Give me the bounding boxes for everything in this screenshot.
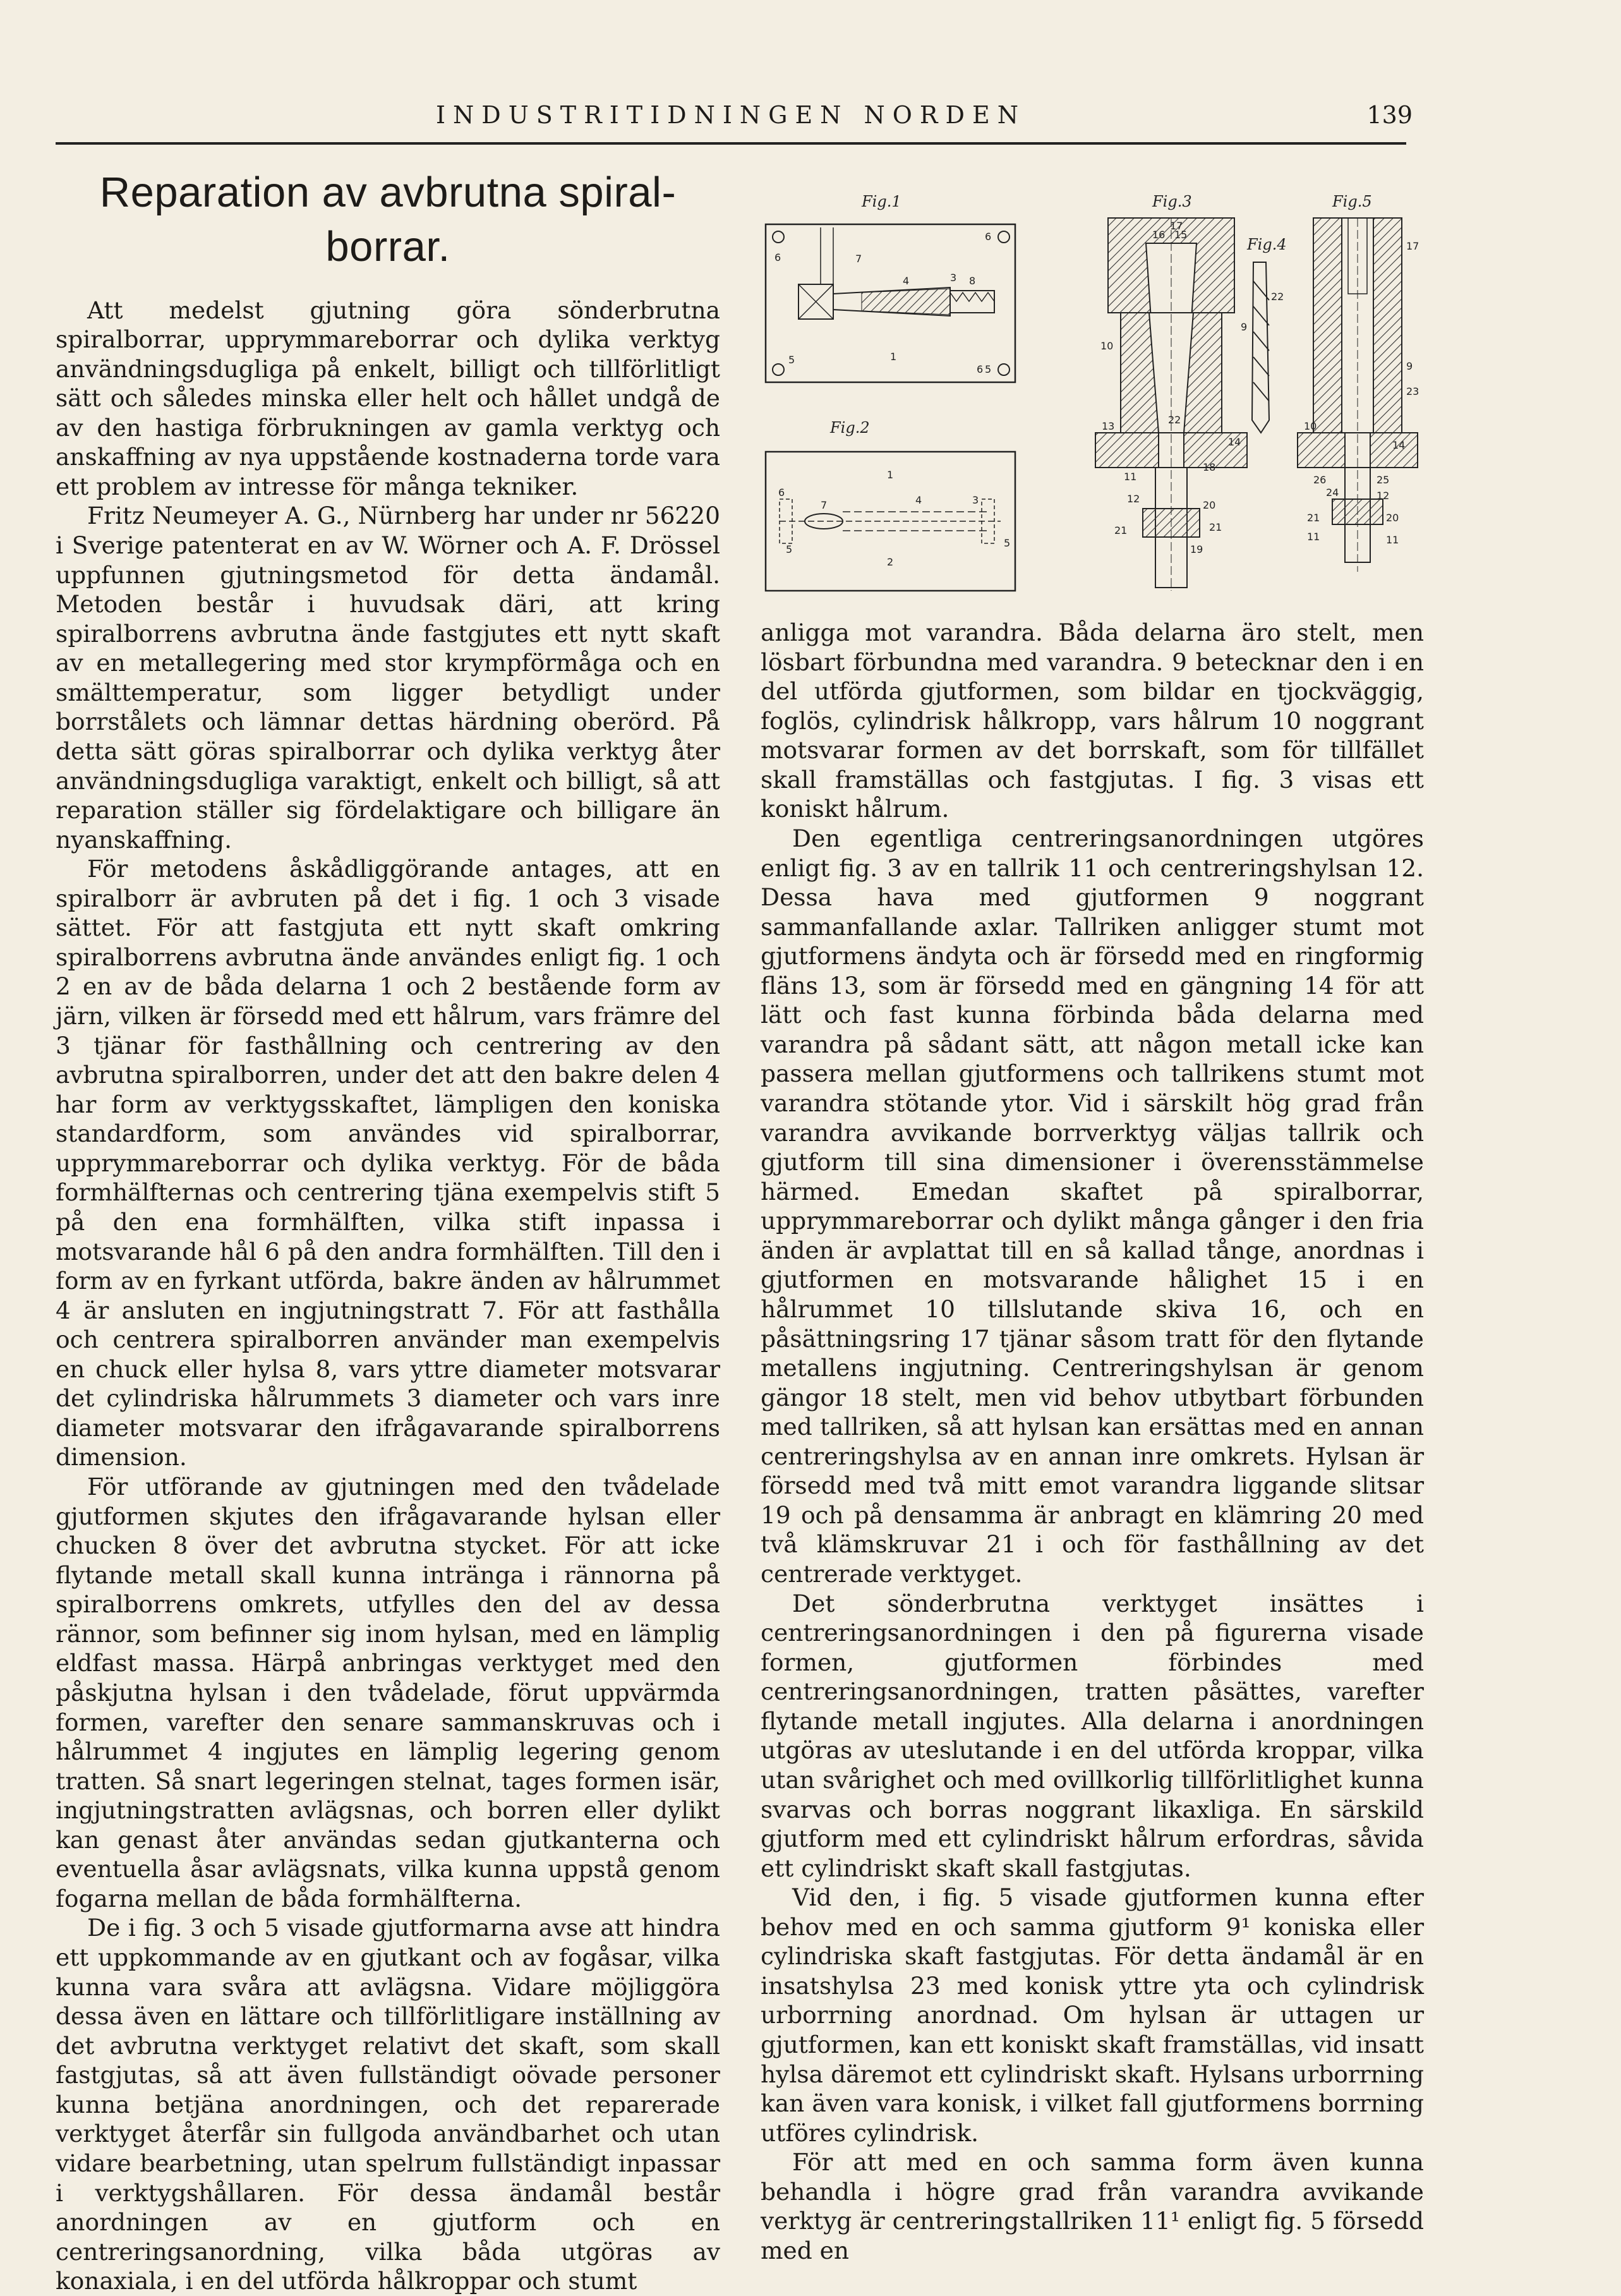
svg-text:10: 10 bbox=[1100, 340, 1114, 352]
svg-text:10: 10 bbox=[1304, 420, 1317, 432]
fig2-label: Fig.2 bbox=[830, 419, 870, 437]
svg-text:12: 12 bbox=[1127, 493, 1140, 505]
svg-text:22: 22 bbox=[1271, 291, 1284, 303]
paragraph: Vid den, i fig. 5 visade gjutformen kunna efter behov med en och samma gjutform 9¹ koniska eller cylindriska skaft fastgjutas. För detta ändamål är en insatshylsa 23 med konisk yttre yta och cylindrisk urborrning anordnad. Om hylsan är uttagen ur gjutformen, kan ett koniskt skaft framställas, vid insatt hylsa däremot ett cylindriskt skaft. Hylsans urborrning kan även vara konisk, i vilket fall gjutformens borrning utföres cylindrisk. bbox=[761, 1883, 1424, 2147]
svg-text:5: 5 bbox=[786, 543, 793, 555]
paragraph: anligga mot varandra. Båda delarna äro stelt, men lösbart förbundna med varandra. 9 betecknar den i en del utförda gjutformen, som bildar en tjockväggig, foglös, cylindrisk hålkropp, vars hålrum 10 noggrant motsvarar formen av det borrskaft, som för tillfället skall framställas och fastgjutas. I fig. 3 visas ett koniskt hålrum. bbox=[761, 619, 1424, 823]
svg-text:16: 16 bbox=[1152, 229, 1166, 241]
svg-text:20: 20 bbox=[1386, 512, 1399, 524]
fig4-label: Fig.4 bbox=[1247, 236, 1287, 253]
svg-text:21: 21 bbox=[1209, 521, 1222, 533]
svg-text:4: 4 bbox=[903, 275, 910, 287]
svg-text:18: 18 bbox=[1203, 461, 1216, 473]
svg-text:22: 22 bbox=[1168, 414, 1181, 426]
figure-1 bbox=[766, 193, 1015, 382]
svg-text:20: 20 bbox=[1203, 499, 1216, 511]
svg-text:11: 11 bbox=[1386, 534, 1399, 546]
svg-text:6: 6 bbox=[977, 363, 984, 375]
fig5-label: Fig.5 bbox=[1332, 193, 1372, 210]
svg-text:23: 23 bbox=[1406, 385, 1419, 397]
fig3-label: Fig.3 bbox=[1152, 193, 1192, 210]
figure-4 bbox=[1246, 236, 1287, 433]
paragraph: Det sönderbrutna verktyget insättes i centreringsanordningen i den på figurerna visade formen, gjutformen förbindes med centreringsanordningen, tratten påsättes, varefter flytande metall ingjutes. Alla delarna i anordningen utgöras av uteslutande i en del utförda kroppar, vilka utan svårighet och med ovillkorlig tillförlitlighet kunna svarvas och borras noggrant likaxliga. En särskild gjutform med ett cylindriskt hålrum erfordras, såvida ett cylindriskt skaft skall fastgjutas. bbox=[761, 1589, 1424, 1882]
svg-text:9: 9 bbox=[1241, 321, 1248, 333]
svg-text:5: 5 bbox=[1004, 537, 1011, 549]
svg-text:14: 14 bbox=[1392, 439, 1406, 451]
figure-3 bbox=[1095, 193, 1247, 591]
right-column bbox=[761, 618, 1424, 2266]
svg-text:7: 7 bbox=[855, 253, 862, 265]
svg-text:17: 17 bbox=[1170, 220, 1183, 232]
svg-text:12: 12 bbox=[1377, 490, 1390, 502]
paragraph: Att medelst gjutning göra sönderbrutna spiralborrar, upprymmareborrar och dylika verktyg användningsdugliga på enkelt, billigt och tillförlitligt sätt och således minska eller helt och hållet undgå de av den hastiga förbrukningen av gamla verktyg och anskaffning av nya uppstående kostnaderna torde vara ett problem av intresse för många tekniker. bbox=[56, 296, 720, 500]
svg-text:2: 2 bbox=[887, 556, 894, 568]
figures-drawing bbox=[761, 180, 1425, 597]
svg-text:1: 1 bbox=[890, 351, 897, 363]
svg-text:15: 15 bbox=[1174, 229, 1188, 241]
figure-2 bbox=[766, 419, 1015, 591]
left-column bbox=[56, 166, 720, 2296]
paragraph: Fritz Neumeyer A. G., Nürnberg har under nr 56220 i Sverige patenterat en av W. Wörner och A. F. Drössel uppfunnen gjutningsmetod för detta ändamål. Metoden består i huvudsak däri, att kring spiralborrens avbrutna ände fastgjutes ett nytt skaft av en metallegering med stor krympförmåga och en smälttemperatur, som ligger betydligt under borrstålets och lämnar dettas härdning oberörd. På detta sätt göras spiralborrar och dylika verktyg åter användningsdugliga varaktigt, enkelt och billigt, så att reparation ställer sig fördelaktigare och billigare än nyanskaffning. bbox=[56, 502, 720, 854]
svg-text:5: 5 bbox=[788, 354, 795, 366]
svg-text:4: 4 bbox=[915, 494, 922, 506]
svg-text:1: 1 bbox=[887, 469, 894, 481]
svg-text:11: 11 bbox=[1124, 471, 1137, 483]
svg-text:13: 13 bbox=[1102, 420, 1115, 432]
svg-text:7: 7 bbox=[821, 499, 828, 511]
paragraph: För metodens åskådliggörande antages, att en spiralborr är avbruten på det i fig. 1 och 3 visade sättet. För att fastgjuta ett nytt skaft omkring spiralborrens avbrutna ände användes enligt fig. 1 och 2 en av de båda delarna 1 och 2 bestående form av järn, vilken är försedd med ett hålrum, vars främre del 3 tjänar för fasthållning och centrering av den avbrutna spiralborren, under det att den bakre delen 4 har form av verktygsskaftet, lämpligen den koniska standardform, som användes vid spiralborrar, upprymmareborrar och dylika verktyg. För de båda formhälfternas och centrering tjäna exempelvis stift 5 på den ena formhälften, vilka stift inpassa i motsvarande hål 6 på den andra formhälften. Till den i form av en fyrkant utförda, bakre änden av hålrummet 4 är ansluten en ingjutningstratt 7. För att fasthålla och centrera spiralborren använder man exempelvis en chuck eller hylsa 8, vars yttre diameter motsvarar det cylindriska hålrummets 3 diameter och vars inre diameter motsvarar den ifrågavarande spiralborrens dimension. bbox=[56, 855, 720, 1471]
technical-figures bbox=[761, 180, 1425, 597]
paragraph: Den egentliga centreringsanordningen utgöres enligt fig. 3 av en tallrik 11 och centreringshylsan 12. Dessa hava med gjutformen 9 noggrant sammanfallande axlar. Tallriken anligger stumt mot gjutformens ändyta och är försedd med en ringformig fläns 13, som är försedd med en gängning 14 för att lätt och fast kunna förbinda båda delarna med varandra på sådant sätt, att någon metall icke kan passera mellan gjutformens och tallrikens stumt mot varandra stötande ytor. Vid i särskilt hög grad från varandra avvikande borrverktyg väljas tallrik och gjutform till sina dimensioner i överensstämmelse härmed. Emedan skaftet på spiralborrar, upprymmareborrar och dylikt många gånger i den fria änden är avplattat till en så kallad tånge, anordnas i gjutformen en motsvarande hålighet 15 i en hålrummet 10 tillslutande skiva 16, och en påsättningsring 17 tjänar såsom tratt för den flytande metallens ingjutning. Centreringshylsan är genom gängor 18 stelt, men vid behov utbytbart förbunden med tallriken, så att hylsan kan ersättas med en annan centreringshylsa av en annan inre omkrets. Hylsan är försedd med två mitt emot varandra liggande slitsar 19 och på densamma är anbragt en klämring 20 med två klämskruvar 21 i och för fasthållning av det centrerade verktyget. bbox=[761, 824, 1424, 1588]
svg-text:17: 17 bbox=[1406, 240, 1419, 252]
page-number: 139 bbox=[1366, 101, 1413, 129]
header-rule bbox=[56, 142, 1406, 145]
svg-text:24: 24 bbox=[1326, 486, 1339, 498]
svg-text:19: 19 bbox=[1190, 543, 1203, 555]
svg-text:3: 3 bbox=[950, 272, 957, 284]
svg-text:21: 21 bbox=[1307, 512, 1320, 524]
svg-text:3: 3 bbox=[972, 494, 979, 506]
running-title: INDUSTRITIDNINGEN NORDEN bbox=[436, 101, 1026, 129]
svg-text:5: 5 bbox=[985, 363, 992, 375]
svg-text:9: 9 bbox=[1406, 360, 1413, 372]
paragraph: För att med en och samma form även kunna behandla i högre grad från varandra avvikande verktyg är centreringstallriken 11¹ enligt fig. 5 försedd med en bbox=[761, 2148, 1424, 2264]
svg-text:21: 21 bbox=[1114, 524, 1128, 536]
figure-5 bbox=[1298, 193, 1419, 572]
paragraph: De i fig. 3 och 5 visade gjutformarna avse att hindra ett uppkommande av en gjutkant och av fogåsar, vilka kunna vara svåra att avlägsna. Vidare möjliggöra dessa även en lättare och tillförlitligare inställning av det avbrutna verktyget relativt det skaft, som skall fastgjutas, så att även fullständigt oövade personer kunna betjäna anordningen, och det reparerade verktyget återfår sin fullgoda användbarhet och utan vidare bearbetning, utan spelrum fullständigt inpassar i verktygshållaren. För dessa ändamål består anordningen av en gjutform och en centreringsanordning, vilka båda utgöras av konaxiala, i en del utförda hålkroppar och stumt bbox=[56, 1914, 720, 2295]
svg-text:11: 11 bbox=[1307, 531, 1320, 543]
svg-text:6: 6 bbox=[985, 231, 992, 243]
svg-text:26: 26 bbox=[1313, 474, 1327, 486]
svg-text:8: 8 bbox=[969, 275, 976, 287]
svg-text:14: 14 bbox=[1228, 436, 1241, 448]
paragraph: För utförande av gjutningen med den tvådelade gjutformen skjutes den ifrågavarande hylsan eller chucken 8 över det avbrutna stycket. För att icke flytande metall skall kunna intränga i rännorna på spiralborrens omkrets, utfylles den del av dessa rännor, som befinner sig inom hylsan, med en lämplig eldfast massa. Härpå anbringas verktyget med den påskjutna hylsan i den tvådelade, förut uppvärmda formen, varefter den senare sammanskruvas och i hålrummet 4 ingjutes en lämplig legering genom tratten. Så snart legeringen stelnat, tages formen isär, ingjutningstratten avlägsnas, och borren eller dylikt kan genast åter användas sedan gjutkanterna och eventuella åsar avlägsnats, vilka kunna uppstå genom fogarna mellan de båda formhälfterna. bbox=[56, 1473, 720, 1912]
svg-text:6: 6 bbox=[774, 251, 781, 263]
svg-text:25: 25 bbox=[1377, 474, 1390, 486]
fig1-label: Fig.1 bbox=[862, 193, 901, 210]
svg-text:6: 6 bbox=[778, 486, 785, 498]
article-title: Reparation av avbrutna spiral-borrar. bbox=[99, 169, 677, 270]
